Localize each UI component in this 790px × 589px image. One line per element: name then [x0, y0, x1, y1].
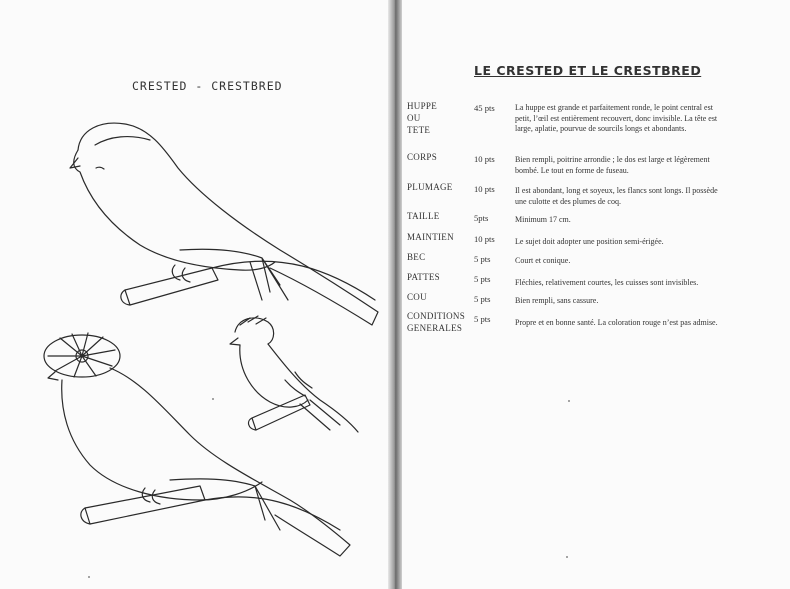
criterion-description: Fléchies, relativement courtes, les cuisses sont invisibles. — [515, 278, 699, 287]
scan-speck — [568, 400, 570, 402]
criterion-label: CORPS — [407, 152, 438, 162]
scan-speck — [88, 576, 90, 578]
criterion-label: PLUMAGE — [407, 182, 453, 192]
criterion-points: 5 pts — [474, 254, 491, 264]
criterion-label: TAILLE — [407, 211, 440, 221]
criterion-points: 5 pts — [474, 274, 491, 284]
scan-speck — [212, 398, 214, 400]
criterion-points: 10 pts — [474, 184, 495, 194]
criterion-label: COU — [407, 292, 427, 302]
criterion-description: Bien rempli, poitrine arrondie ; le dos est large et légèrement bombé. Le tout en forme de fuseau. — [515, 155, 710, 175]
criterion-points: 45 pts — [474, 103, 495, 113]
criterion-label: BEC — [407, 252, 426, 262]
left-page-title: CRESTED - CRESTBRED — [132, 79, 283, 93]
criterion-label: CONDITIONS GENERALES — [407, 311, 465, 333]
criterion-description: Il est abondant, long et soyeux, les flancs sont longs. Il possède une culotte et des plumes de coq. — [515, 186, 718, 206]
right-page-title: LE CRESTED ET LE CRESTBRED — [474, 63, 702, 78]
criterion-label: HUPPE OU TETE — [407, 101, 438, 135]
criterion-points: 5 pts — [474, 294, 491, 304]
criterion-description: Propre et en bonne santé. La coloration rouge n’est pas admise. — [515, 318, 718, 327]
criterion-label: MAINTIEN — [407, 232, 454, 242]
criterion-points: 10 pts — [474, 234, 495, 244]
criterion-label: PATTES — [407, 272, 440, 282]
criterion-description: Bien rempli, sans cassure. — [515, 296, 599, 305]
criterion-description: Le sujet doit adopter une position semi-érigée. — [515, 237, 664, 246]
scan-speck — [566, 556, 568, 558]
criterion-description: Minimum 17 cm. — [515, 215, 571, 224]
criterion-points: 5 pts — [474, 314, 491, 324]
criterion-description: La huppe est grande et parfaitement ronde, le point central est petit, l’œil est entièrement recouvert, donc invisible. La tête est large, aplatie, pourvue de sourcils longs et abondants. — [515, 103, 718, 134]
criterion-points: 10 pts — [474, 154, 495, 164]
criterion-description: Court et conique. — [515, 256, 571, 265]
criterion-points: 5pts — [474, 213, 489, 223]
